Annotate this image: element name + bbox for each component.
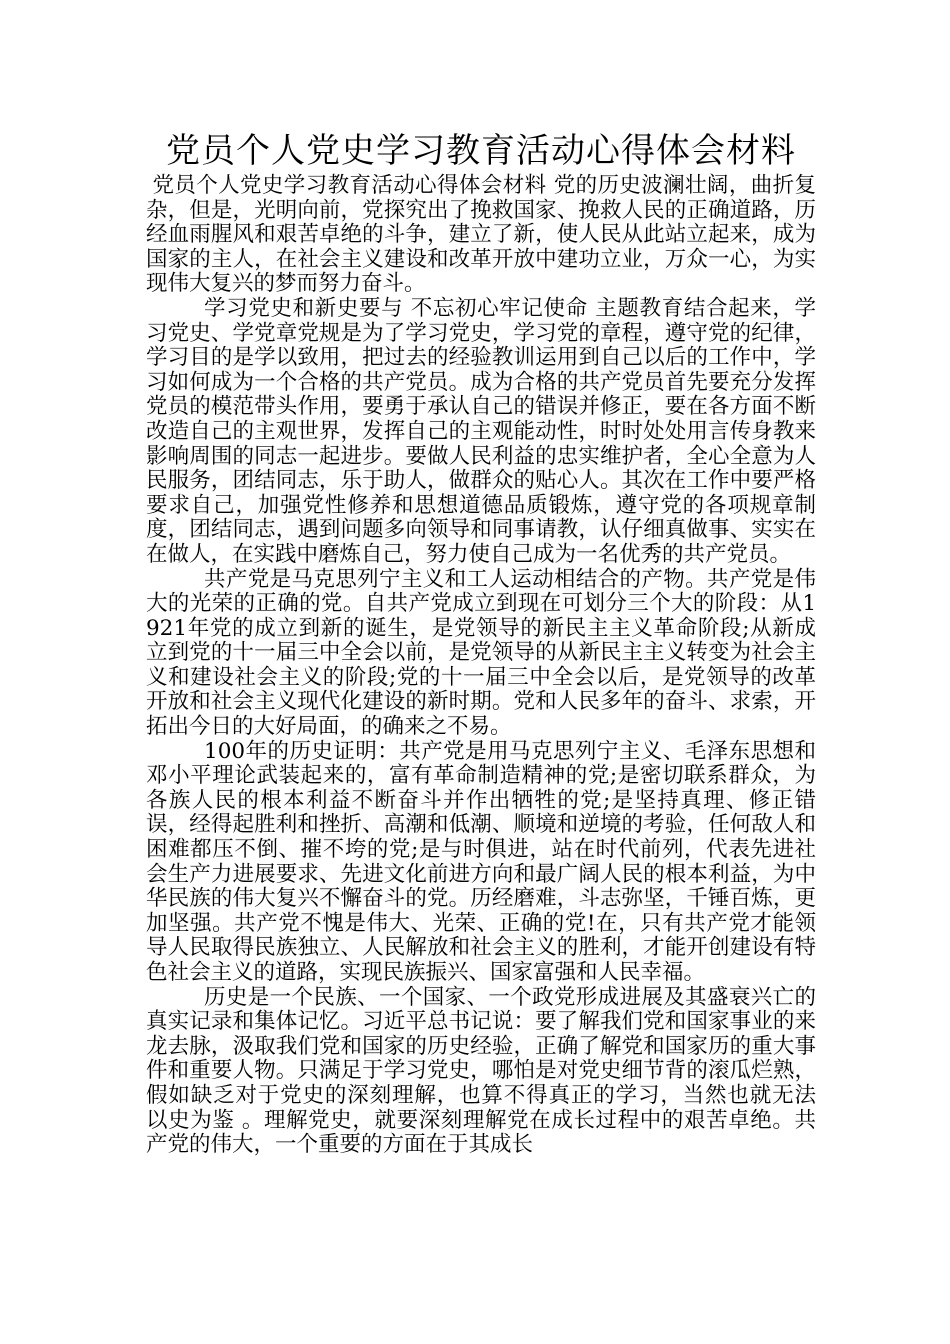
document-page xyxy=(146,128,816,1158)
paragraph-2: 学习党史和新史要与 不忘初心牢记使命 主题教育结合起来，学习党史、学党章党规是为了学习党史，学习党的章程，遵守党的纪律，学习目的是学以致用，把过去的经验教训运用到自己以后的工作中，学习如何成为一个合格的共产党员。成为合格的共产党员首先要充分发挥党员的模范带头作用，要勇于承认自己的错误并修正，要在各方面不断改造自己的主观世界，发挥自己的主观能动性，时时处处用言传身教来影响周围的同志一起进步。要做人民利益的忠实维护者，全心全意为人民服务，团结同志，乐于助人，做群众的贴心人。其次在工作中要严格要求自己，加强党性修养和思想道德品质锻炼，遵守党的各项规章制度，团结同志，遇到问题多向领导和同事请教，认仔细真做事、实实在在做人，在实践中磨炼自己，努力使自己成为一名优秀的共产党员。 xyxy=(146,295,816,567)
paragraph-3: 共产党是马克思列宁主义和工人运动相结合的产物。共产党是伟大的光荣的正确的党。自共产党成立到现在可划分三个大的阶段：从1921年党的成立到新的诞生，是党领导的新民主主义革命阶段;从新成立到党的十一届三中全会以前，是党领导的从新民主主义转变为社会主义和建设社会主义的阶段;党的十一届三中全会以后，是党领导的改革开放和社会主义现代化建设的新时期。党和人民多年的奋斗、求索，开拓出今日的大好局面，的确来之不易。 xyxy=(146,566,816,740)
paragraph-4: 100年的历史证明：共产党是用马克思列宁主义、毛泽东思想和邓小平理论武装起来的，富有革命制造精神的党;是密切联系群众，为各族人民的根本利益不断奋斗并作出牺牲的党;是坚持真理、修正错误，经得起胜利和挫折、高潮和低潮、顺境和逆境的考验，任何敌人和困难都压不倒、摧不垮的党;是与时俱进，站在时代前列，代表先进社会生产力进展要求、先进文化前进方向和最广阔人民的根本利益，为中华民族的伟大复兴不懈奋斗的党。历经磨难，斗志弥坚，千锤百炼，更加坚强。共产党不愧是伟大、光荣、正确的党!在，只有共产党才能领导人民取得民族独立、人民解放和社会主义的胜利，才能开创建设有特色社会主义的道路，实现民族振兴、国家富强和人民幸福。 xyxy=(146,738,816,985)
paragraph-1: 党员个人党史学习教育活动心得体会材料 党的历史波澜壮阔，曲折复杂，但是，光明向前，党探究出了挽救国家、挽救人民的正确道路，历经血雨腥风和艰苦卓绝的斗争，建立了新，使人民从此站立起来，成为国家的主人，在社会主义建设和改革开放中建功立业，万众一心，为实现伟大复兴的梦而努力奋斗。 xyxy=(146,173,816,297)
paragraph-5: 历史是一个民族、一个国家、一个政党形成进展及其盛衰兴亡的真实记录和集体记忆。习近平总书记说：要了解我们党和国家事业的来龙去脉，汲取我们党和国家的历史经验，正确了解党和国家历的重大事件和重要人物。只满足于学习党史，哪怕是对党史细节背的滚瓜烂熟，假如缺乏对于党史的深刻理解，也算不得真正的学习，当然也就无法 以史为鉴 。理解党史，就要深刻理解党在成长过程中的艰苦卓绝。共产党的伟大，一个重要的方面在于其成长 xyxy=(146,984,816,1158)
document-title: 党员个人党史学习教育活动心得体会材料 xyxy=(166,131,796,171)
